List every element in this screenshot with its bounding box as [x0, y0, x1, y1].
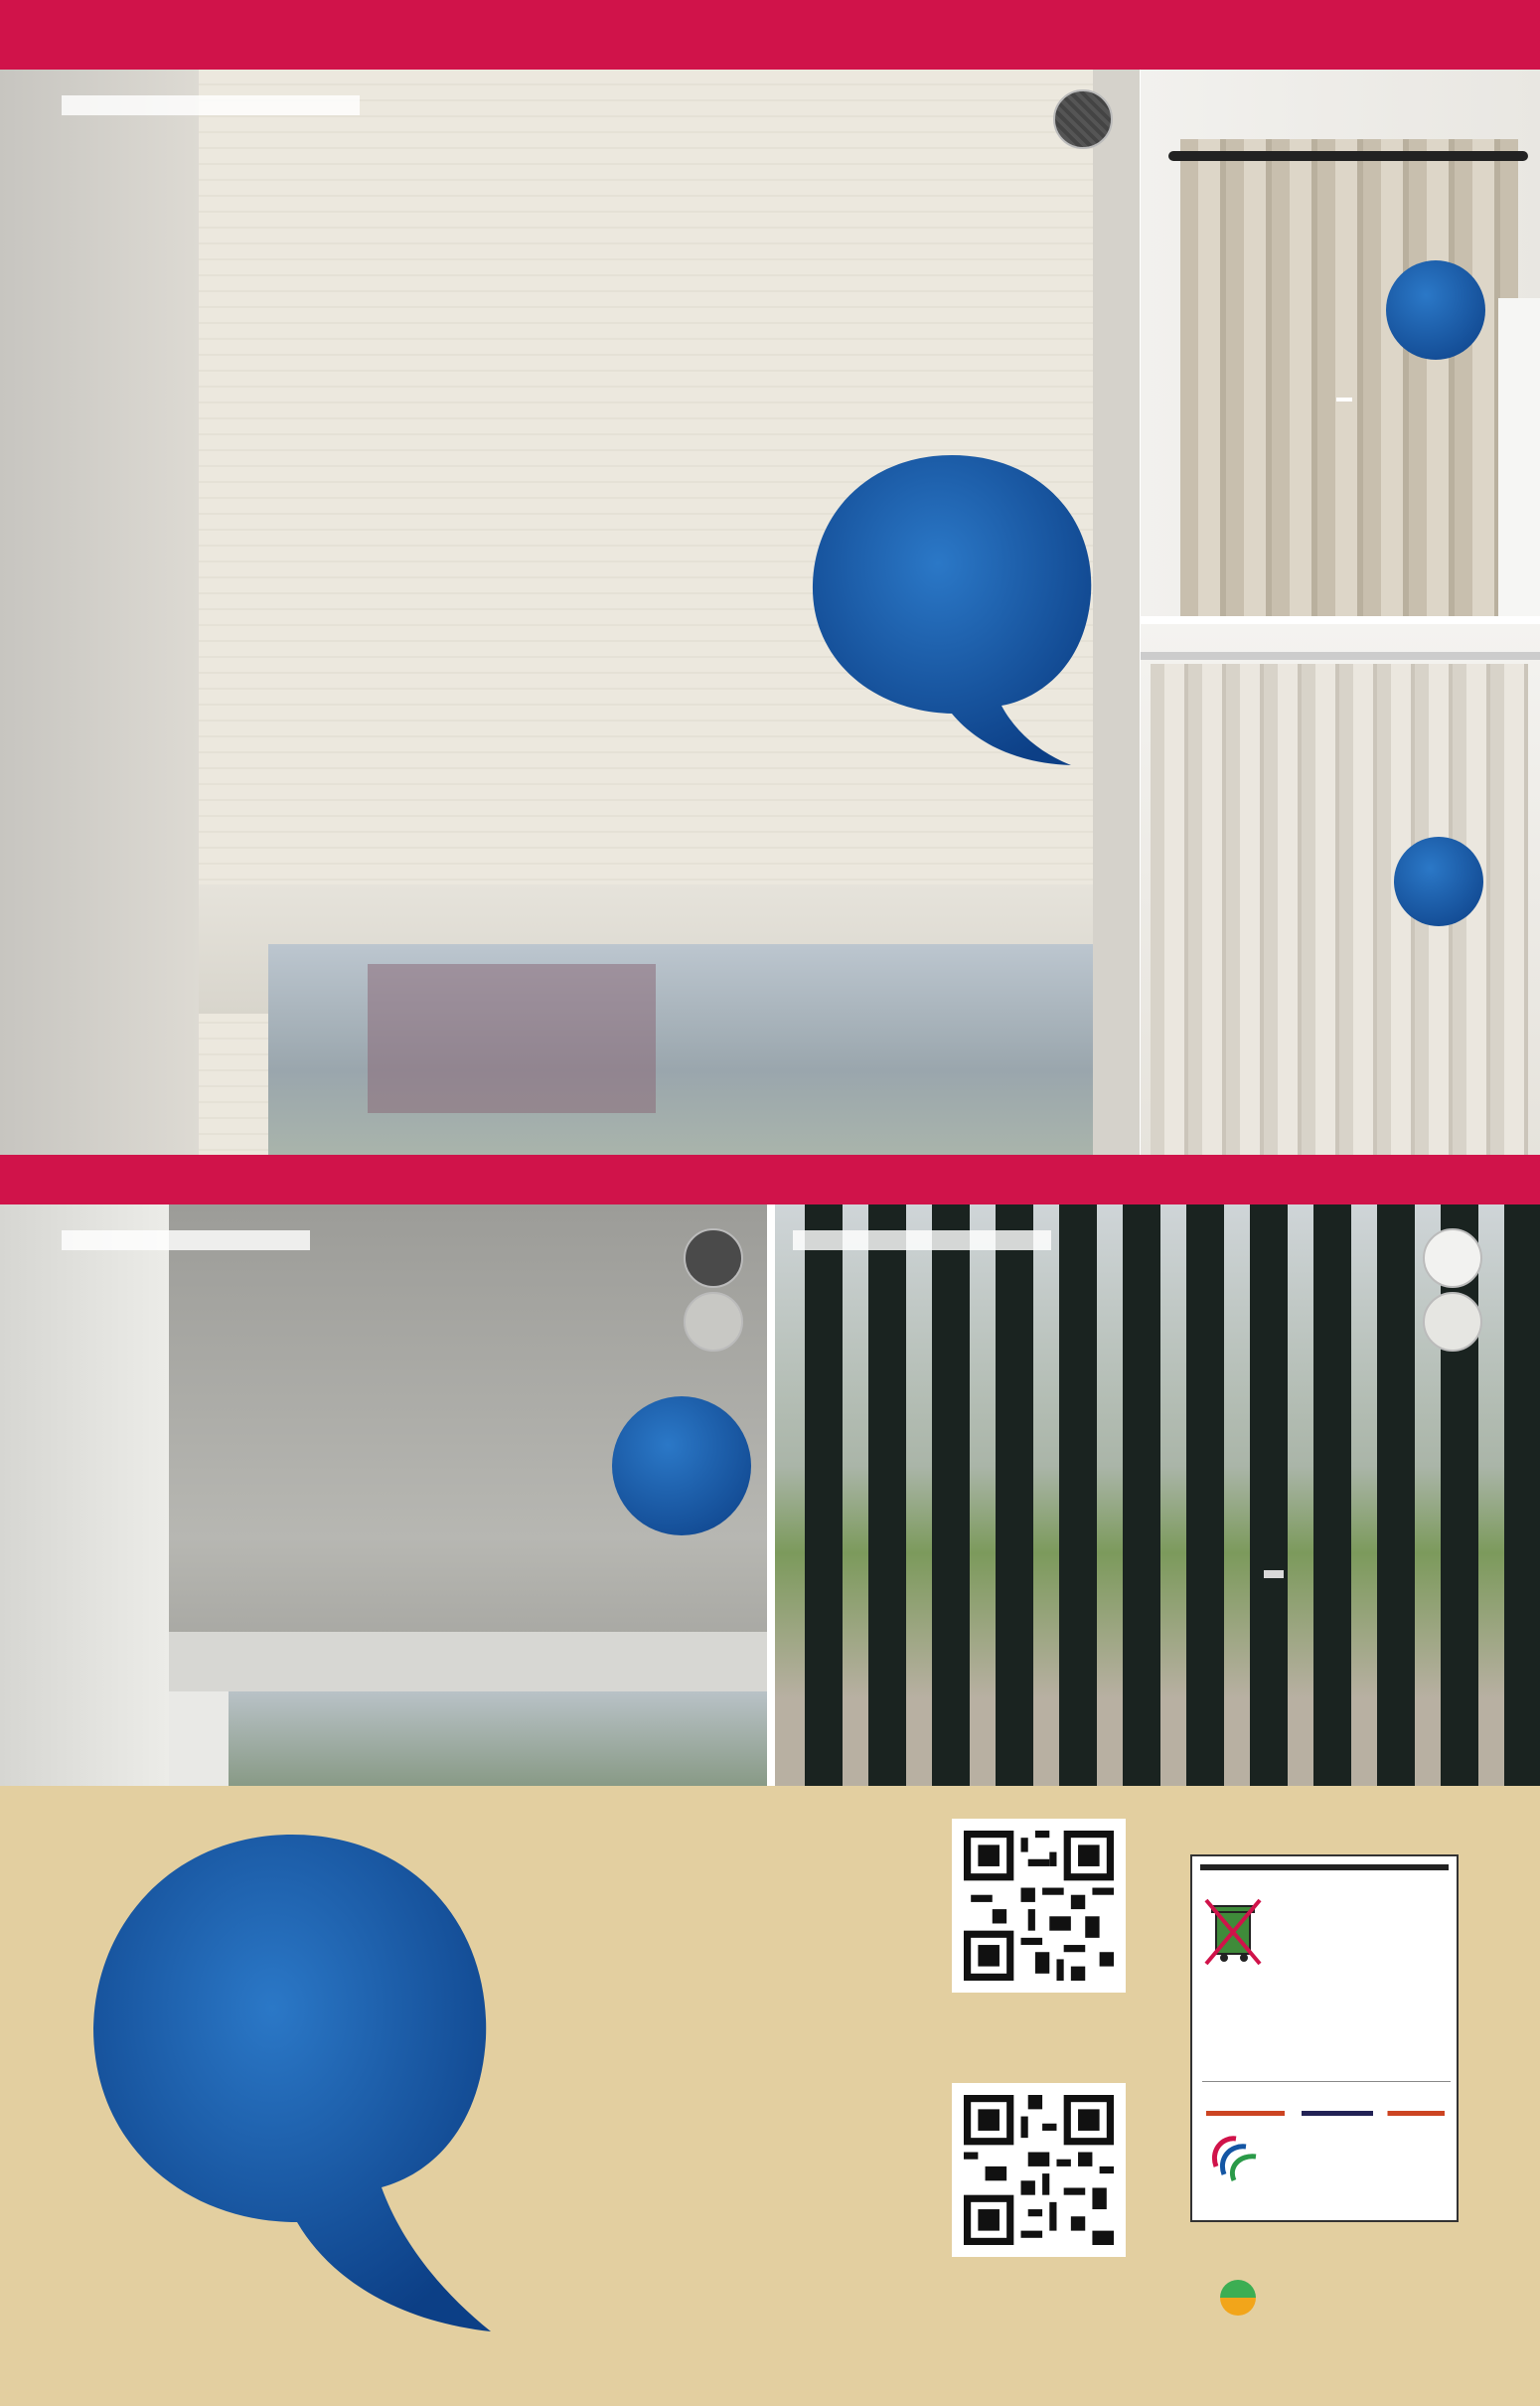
bolga-size-table	[62, 1230, 310, 1250]
qr-pattern-2	[964, 2095, 1114, 2245]
bolga-bubble-shape	[612, 1396, 751, 1535]
rogen-fast-lav-pris	[1264, 1570, 1284, 1578]
rogen-swatch-white[interactable]	[1423, 1228, 1482, 1288]
qr-pattern-1	[964, 1831, 1114, 1981]
mid-salg-bar	[0, 1155, 1540, 1204]
paralympics-logo-icon	[1206, 2127, 1264, 2184]
kundeservice-bar	[1200, 1864, 1449, 1870]
roxen-photo	[1141, 70, 1540, 616]
rogen-photo	[775, 1204, 1540, 1786]
hven-spar-bubble	[803, 445, 1101, 773]
weee-bin-icon	[1202, 1896, 1264, 1968]
top-salg-bar	[0, 0, 1540, 70]
rogen-swatch-light[interactable]	[1423, 1292, 1482, 1352]
hven-swatch-grey[interactable]	[1053, 89, 1113, 149]
bolga-swatch-dark[interactable]	[684, 1228, 743, 1288]
rogen-size-table	[793, 1230, 1051, 1250]
roxen-size-label	[1336, 398, 1352, 401]
bolga-swatch-light[interactable]	[684, 1292, 743, 1352]
qr-code-calculate[interactable]	[952, 1819, 1126, 1993]
hven-size-table	[62, 95, 360, 115]
resurs-logo-icon	[1216, 2276, 1260, 2320]
hitra-bubble-shape	[1394, 837, 1483, 926]
customer-info-box	[1190, 1854, 1459, 2222]
finance-bubble-shape	[83, 1825, 501, 2341]
paralympics-stripe	[1206, 2111, 1445, 2116]
qr-code-search[interactable]	[952, 2083, 1126, 2257]
roxen-bubble-shape	[1386, 260, 1485, 360]
